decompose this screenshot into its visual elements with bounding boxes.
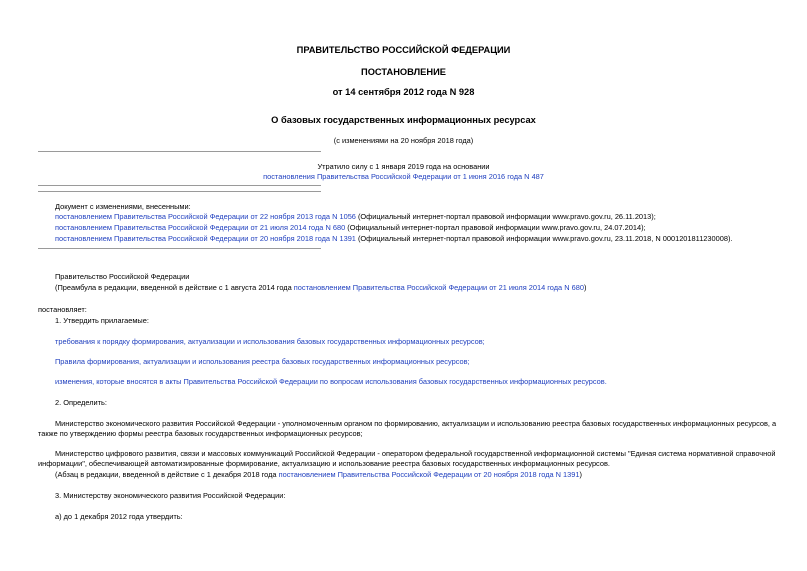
paragraph-2a-line: также по утверждению формы реестра базовых государственных информационных ресурсов; [38, 429, 363, 438]
amendment-link[interactable]: постановлением Правительства Российской Федерации от 20 ноября 2018 года N 1391 [55, 234, 356, 243]
preamble-note-suffix: ) [583, 283, 587, 292]
expired-text: Утратило силу с 1 января 2019 года на основании [317, 162, 490, 171]
amendment-link[interactable]: постановлением Правительства Российской Федерации от 21 июля 2014 года N 680 [55, 223, 346, 232]
paragraph-2: 2. Определить: [55, 398, 107, 407]
divider [38, 191, 321, 192]
note-prefix: (Абзац в редакции, введенной в действие с 1 декабря 2018 года [55, 470, 279, 479]
document-date-number: от 14 сентября 2012 года N 928 [332, 87, 475, 97]
divider [38, 185, 321, 186]
paragraph-2a-line: Министерство экономического развития Российской Федерации - уполномоченным органом по формированию, актуализации и использованию реестра базовых государственных информационных ресурсов, а [55, 419, 777, 428]
changes-note: (с изменениями на 20 ноября 2018 года) [333, 136, 474, 145]
amendment-item [55, 234, 733, 243]
paragraph-3: 3. Министерству экономического развития Российской Федерации: [55, 491, 286, 500]
amendments-heading: Документ с изменениями, внесенными: [55, 202, 191, 211]
note-link[interactable]: постановлением Правительства Российской Федерации от 20 ноября 2018 года N 1391 [278, 470, 580, 479]
approved-document-link[interactable]: изменения, которые вносятся в акты Правительства Российской Федерации по вопросам использования базовых государственных информационных ресурсов. [55, 377, 607, 386]
amendment-source: (Официальный интернет-портал правовой информации www.pravo.gov.ru, 26.11.2013); [355, 212, 656, 221]
amendment-item [55, 223, 646, 232]
preamble-text: Правительство Российской Федерации [55, 272, 190, 281]
paragraph-2b-line: информации", обеспечивающей автоматизированные формирование, актуализацию и использование реестра базовых государственных информационных ресурсов. [38, 459, 610, 468]
amendment-link[interactable]: постановлением Правительства Российской Федерации от 22 ноября 2013 года N 1056 [55, 212, 356, 221]
paragraph-2b-line: Министерство цифрового развития, связи и массовых коммуникаций Российской Федерации - оператором федеральной государственной информационной системы "Единая система нормативной справочной [55, 449, 776, 458]
paragraph-1: 1. Утвердить прилагаемые: [55, 316, 149, 325]
government-heading: ПРАВИТЕЛЬСТВО РОССИЙСКОЙ ФЕДЕРАЦИИ [296, 45, 511, 55]
preamble-note-link[interactable]: постановлением Правительства Российской Федерации от 21 июля 2014 года N 680 [293, 283, 584, 292]
amendment-item [55, 212, 656, 221]
resolves-text: постановляет: [38, 305, 87, 314]
amendment-source: (Официальный интернет-портал правовой информации www.pravo.gov.ru, 24.07.2014); [345, 223, 646, 232]
divider [38, 151, 321, 152]
note-suffix: ) [579, 470, 582, 479]
preamble-note [55, 283, 586, 292]
paragraph-2b-note [55, 470, 582, 479]
document-title: О базовых государственных информационных ресурсах [271, 115, 536, 125]
expired-link[interactable]: постановления Правительства Российской Федерации от 1 июня 2016 года N 487 [263, 172, 544, 181]
approved-document-link[interactable]: Правила формирования, актуализации и использования реестра базовых государственных информационных ресурсов; [55, 357, 470, 366]
preamble-note-prefix: (Преамбула в редакции, введенной в действие с 1 августа 2014 года [55, 283, 294, 292]
approved-document-link[interactable]: требования к порядку формирования, актуализации и использования базовых государственных информационных ресурсов; [55, 337, 485, 346]
divider [38, 248, 321, 249]
amendment-source: (Официальный интернет-портал правовой информации www.pravo.gov.ru, 23.11.2018, N 0001201811230008). [355, 234, 733, 243]
paragraph-3a: а) до 1 декабря 2012 года утвердить: [55, 512, 183, 521]
document-type: ПОСТАНОВЛЕНИЕ [361, 67, 446, 77]
